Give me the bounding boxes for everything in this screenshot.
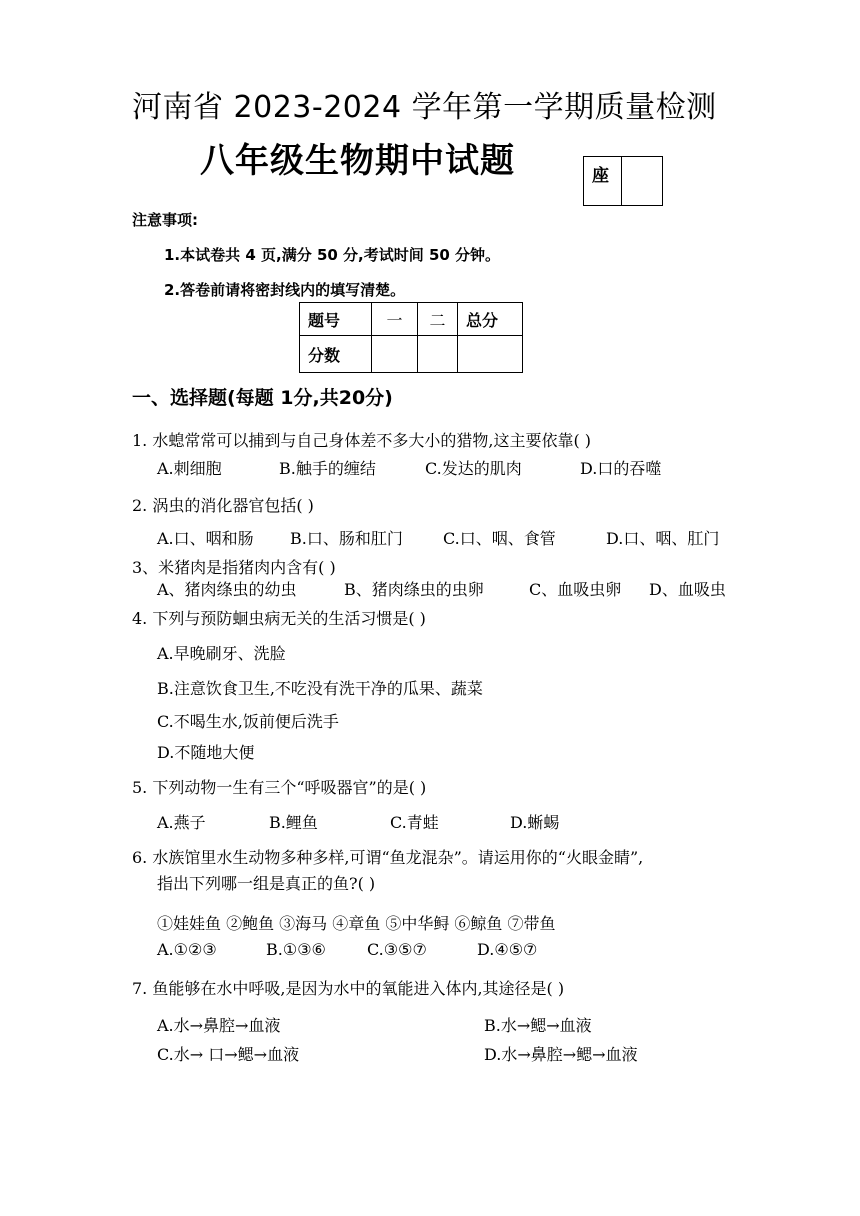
question-1-option-a: A.刺细胞 bbox=[157, 459, 222, 478]
score-table-header-row bbox=[300, 303, 523, 336]
question-5-option-b: B.鲤鱼 bbox=[269, 813, 318, 832]
question-4-option-c: C.不喝生水,饭前便后洗手 bbox=[157, 712, 339, 731]
seat-number-field bbox=[622, 157, 660, 205]
question-4-option-d: D.不随地大便 bbox=[157, 743, 255, 762]
score-table-score-row bbox=[300, 336, 523, 373]
notice-item-1: 1.本试卷共 4 页,满分 50 分,考试时间 50 分钟。 bbox=[164, 246, 501, 264]
question-2-option-d: D.口、咽、肛门 bbox=[606, 529, 720, 548]
question-1-option-d: D.口的吞噬 bbox=[580, 459, 662, 478]
question-6-items: ①娃娃鱼 ②鲍鱼 ③海马 ④章鱼 ⑤中华鲟 ⑥鲸鱼 ⑦带鱼 bbox=[157, 914, 556, 933]
question-5-option-c: C.青蛙 bbox=[390, 813, 439, 832]
question-2-option-c: C.口、咽、食管 bbox=[443, 529, 556, 548]
question-3-option-a: A、猪肉绦虫的幼虫 bbox=[157, 580, 297, 599]
question-6-stem-line-1: 6. 水族馆里水生动物多种多样,可谓“鱼龙混杂”。请运用你的“火眼金睛”, bbox=[132, 848, 644, 867]
question-7-option-a: A.水→鼻腔→血液 bbox=[157, 1016, 281, 1035]
page-title: 河南省 2023-2024 学年第一学期质量检测 bbox=[132, 90, 717, 125]
question-2-stem: 2. 涡虫的消化器官包括( ) bbox=[132, 496, 314, 515]
question-6-option-a: A.①②③ bbox=[157, 940, 217, 959]
question-4-option-b: B.注意饮食卫生,不吃没有洗干净的瓜果、蔬菜 bbox=[157, 679, 483, 698]
question-5-stem: 5. 下列动物一生有三个“呼吸器官”的是( ) bbox=[132, 778, 427, 797]
question-6-option-b: B.①③⑥ bbox=[266, 940, 326, 959]
score-header-cell: 一 bbox=[372, 303, 418, 336]
score-table bbox=[299, 302, 523, 373]
question-1-option-c: C.发达的肌肉 bbox=[425, 459, 522, 478]
question-6-option-c: C.③⑤⑦ bbox=[367, 940, 427, 959]
question-6-option-d: D.④⑤⑦ bbox=[477, 940, 538, 959]
question-7-stem: 7. 鱼能够在水中呼吸,是因为水中的氧能进入体内,其途径是( ) bbox=[132, 979, 565, 998]
score-header-cell: 二 bbox=[418, 303, 458, 336]
question-1-option-b: B.触手的缠结 bbox=[279, 459, 376, 478]
question-7-option-c: C.水→ 口→鳃→血液 bbox=[157, 1045, 300, 1064]
score-header-cell: 题号 bbox=[300, 303, 372, 336]
score-cell bbox=[458, 336, 523, 373]
question-1-stem: 1. 水螅常常可以捕到与自己身体差不多大小的猎物,这主要依靠( ) bbox=[132, 431, 592, 450]
notice-item-2: 2.答卷前请将密封线内的填写清楚。 bbox=[164, 281, 406, 299]
score-cell bbox=[372, 336, 418, 373]
notice-heading: 注意事项: bbox=[132, 211, 198, 229]
question-3-option-d: D、血吸虫 bbox=[649, 580, 726, 599]
score-cell bbox=[418, 336, 458, 373]
question-2-option-b: B.口、肠和肛门 bbox=[290, 529, 403, 548]
question-3-option-b: B、猪肉绦虫的虫卵 bbox=[344, 580, 484, 599]
seat-number-box bbox=[583, 156, 663, 206]
seat-label: 座 bbox=[584, 157, 622, 205]
question-7-option-b: B.水→鳃→血液 bbox=[484, 1016, 592, 1035]
exam-subtitle: 八年级生物期中试题 bbox=[200, 141, 515, 181]
question-3-stem: 3、米猪肉是指猪肉内含有( ) bbox=[132, 558, 336, 577]
question-4-stem: 4. 下列与预防蛔虫病无关的生活习惯是( ) bbox=[132, 609, 426, 628]
score-header-cell: 总分 bbox=[458, 303, 523, 336]
question-5-option-a: A.燕子 bbox=[157, 813, 206, 832]
question-6-stem-line-2: 指出下列哪一组是真正的鱼?( ) bbox=[157, 874, 376, 893]
score-row-label: 分数 bbox=[300, 336, 372, 373]
question-5-option-d: D.蜥蜴 bbox=[510, 813, 560, 832]
question-3-option-c: C、血吸虫卵 bbox=[529, 580, 622, 599]
question-4-option-a: A.早晚刷牙、洗脸 bbox=[157, 644, 286, 663]
section-title: 一、选择题(每题 1分,共20分) bbox=[132, 387, 393, 409]
question-7-option-d: D.水→鼻腔→鳃→血液 bbox=[484, 1045, 638, 1064]
question-2-option-a: A.口、咽和肠 bbox=[157, 529, 254, 548]
